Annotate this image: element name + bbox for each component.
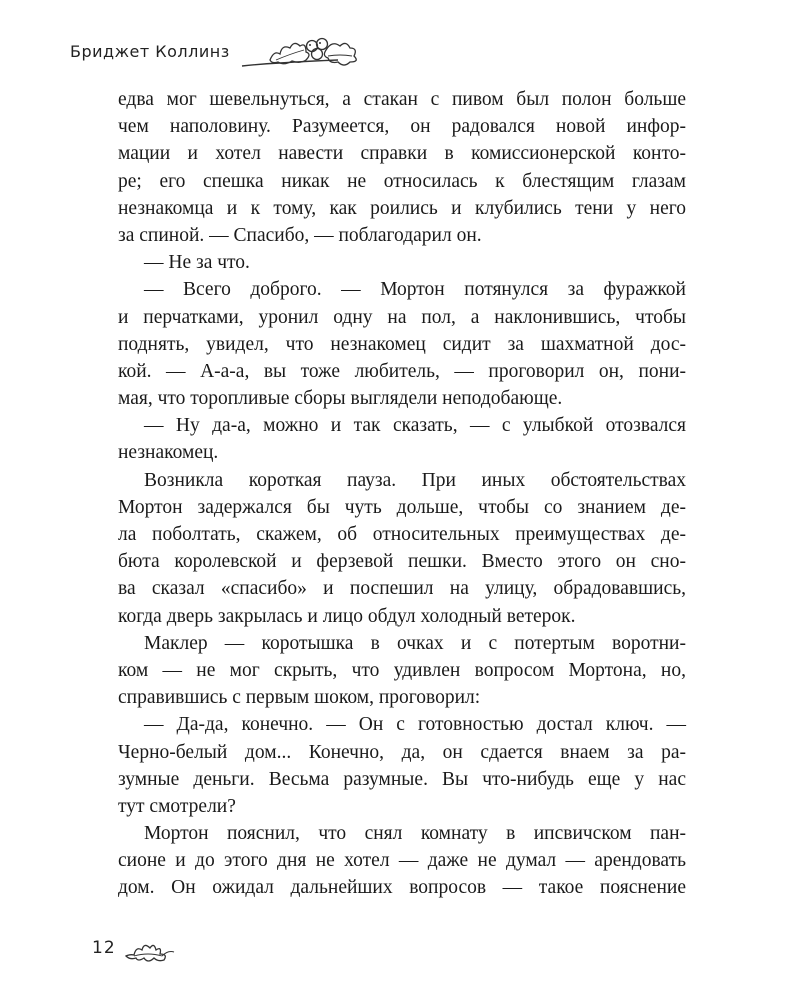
text-line: — Ну да-а, можно и так сказать, — с улыбкой отозвался xyxy=(144,415,686,437)
page-number: 12 xyxy=(92,938,116,958)
text-line: едва мог шевельнуться, а стакан с пивом был полон больше xyxy=(118,89,686,110)
text-line: Маклер — коротышка в очках и с потертым воротни- xyxy=(144,632,686,654)
text-line: кой. — А-а-а, вы тоже любитель, — проговорил он, пони- xyxy=(118,360,686,382)
text-line: незнакомца и к тому, как роились и клубились тени у него xyxy=(118,197,686,219)
text-line: — Всего доброго. — Мортон потянулся за фуражкой xyxy=(144,279,686,301)
text-line: Мортон задержался бы чуть дольше, чтобы со знанием де- xyxy=(118,496,686,518)
text-line: ре; его спешка никак не относилась к блестящим глазам xyxy=(118,170,686,192)
text-line: дом. Он ожидал дальнейших вопросов — такое пояснение xyxy=(118,877,686,899)
holly-leaf-ornament-icon xyxy=(124,936,176,964)
text-line: бюта королевской и ферзевой пешки. Вместо этого он сно- xyxy=(118,551,686,573)
text-line: — Да-да, конечно. — Он с готовностью достал ключ. — xyxy=(144,714,686,736)
running-head-author: Бриджет Коллинз xyxy=(70,42,230,61)
text-line: зумные деньги. Весьма разумные. Вы что-нибудь еще у нас xyxy=(118,768,686,790)
text-line: тут смотрели? xyxy=(118,795,236,817)
text-line: чем наполовину. Разумеется, он радовался новой инфор- xyxy=(118,116,686,138)
text-line: ла поболтать, скажем, об относительных преимуществах де- xyxy=(118,524,686,545)
holly-ornament-icon xyxy=(240,30,370,75)
text-line: за спиной. — Спасибо, — поблагодарил он. xyxy=(118,224,482,246)
text-line: когда дверь закрылась и лицо обдул холодный ветерок. xyxy=(118,605,576,627)
text-line: справившись с первым шоком, проговорил: xyxy=(118,687,481,709)
text-line: ва сказал «спасибо» и поспешил на улицу, обрадовавшись, xyxy=(118,578,686,600)
text-line: незнакомец. xyxy=(118,442,219,464)
text-line: поднять, увидел, что незнакомец сидит за шахматной дос- xyxy=(118,333,686,355)
text-line: ком — не мог скрыть, что удивлен вопросом Мортона, но, xyxy=(118,659,686,681)
text-line: сионе и до этого дня не хотел — даже не думал — арендовать xyxy=(118,850,686,872)
text-line: Мортон пояснил, что снял комнату в ипсвичском пан- xyxy=(144,823,686,845)
text-line: Возникла короткая пауза. При иных обстоятельствах xyxy=(144,469,686,491)
text-line: мая, что торопливые сборы выглядели неподобающе. xyxy=(118,388,563,410)
body-text xyxy=(118,86,686,902)
text-line: мации и хотел навести справки в комиссионерской конто- xyxy=(118,143,686,165)
text-line: — Не за что. xyxy=(144,252,250,274)
text-line: Черно-белый дом... Конечно, да, он сдается внаем за ра- xyxy=(118,741,686,763)
text-line: и перчатками, уронил одну на пол, а наклонившись, чтобы xyxy=(118,306,686,328)
